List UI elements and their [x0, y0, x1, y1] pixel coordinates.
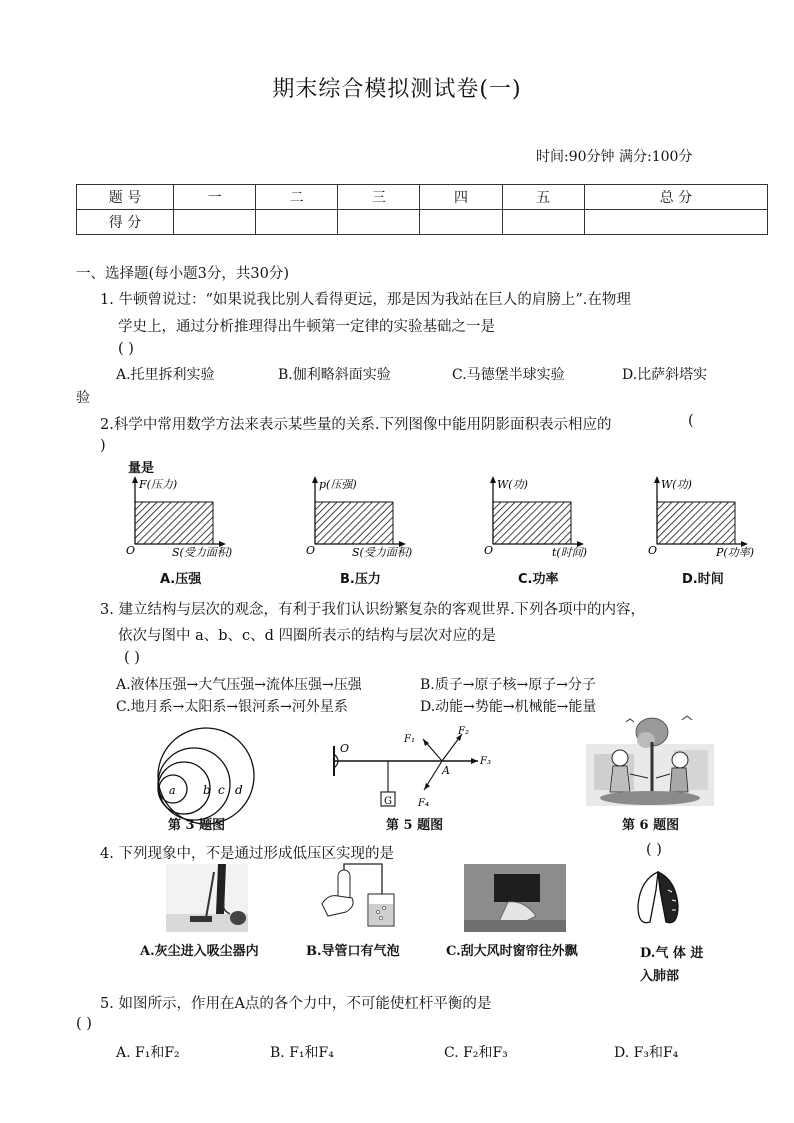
q5-option-b[interactable]: B. F₁和F₄	[270, 1045, 334, 1061]
page-title: 期末综合模拟测试卷(一)	[272, 77, 522, 102]
q4d-lungs-picture	[632, 870, 684, 932]
q5-option-d[interactable]: D. F₃和F₄	[614, 1045, 679, 1061]
lever-label-a: A	[442, 764, 450, 777]
fig6-caption: 第 6 题图	[622, 818, 680, 833]
y-axis-label: W(功)	[661, 478, 692, 491]
q2-stem-line1: 2.科学中常用数学方法来表示某些量的关系.下列图像中能用阴影面积表示相应的	[100, 417, 612, 433]
score-table	[76, 184, 768, 235]
score-header-cell: 一	[174, 185, 256, 210]
q2-paren-close: )	[100, 438, 106, 454]
score-cell[interactable]	[256, 210, 338, 235]
origin-label: O	[126, 544, 136, 557]
y-axis-label: F(压力)	[139, 478, 178, 491]
fig6-kids-planting-illustration	[586, 714, 714, 810]
q5-answer-blank[interactable]: ( )	[76, 1016, 92, 1032]
x-axis-label: S(受力面积)	[352, 546, 413, 559]
q3-option-b[interactable]: B.质子→原子核→原子→分子	[420, 677, 596, 693]
lever-label-f1: F₁	[404, 734, 415, 745]
q3-option-c[interactable]: C.地月系→太阳系→银河系→河外星系	[116, 699, 348, 715]
q2-graph-b	[306, 476, 436, 558]
score-cell[interactable]	[174, 210, 256, 235]
q2-graph-c	[484, 476, 614, 558]
score-cell[interactable]	[502, 210, 584, 235]
exam-meta: 时间:90分钟 满分:100分	[536, 149, 693, 165]
lever-label-f3: F₃	[480, 756, 491, 767]
q3-stem-line1: 3. 建立结构与层次的观念，有利于我们认识纷繁复杂的客观世界.下列各项中的内容，	[100, 602, 646, 618]
q5-option-a[interactable]: A. F₁和F₂	[116, 1045, 180, 1061]
q3-answer-blank[interactable]: ( )	[124, 650, 140, 666]
lever-label-o: O	[340, 742, 350, 755]
q4b-test-tube-bubbles-picture	[316, 864, 396, 932]
q3-option-d[interactable]: D.动能→势能→机械能→能量	[420, 699, 597, 715]
q5-option-c[interactable]: C. F₂和F₃	[444, 1045, 508, 1061]
score-header-cell: 题 号	[77, 185, 174, 210]
shaded-area	[657, 502, 735, 544]
circle-label: a	[169, 784, 176, 797]
q4-option-c[interactable]: C.刮大风时窗帘往外飘	[446, 944, 578, 959]
origin-label: O	[306, 544, 316, 557]
section-heading: 一、选择题(每小题3分，共30分)	[76, 266, 289, 282]
score-table-score-row	[77, 210, 768, 235]
q2-graph-a	[126, 476, 256, 558]
score-header-cell: 三	[338, 185, 420, 210]
q1-stem-line1: 1. 牛顿曾说过：“如果说我比别人看得更远，那是因为我站在巨人的肩膀上”.在物理	[100, 292, 631, 308]
circle-label: b	[203, 783, 211, 797]
q5-stem: 5. 如图所示，作用在A点的各个力中，不可能使杠杆平衡的是	[100, 996, 492, 1012]
q4c-curtain-window-picture	[464, 864, 566, 932]
q1-option-d[interactable]: D.比萨斜塔实	[622, 367, 708, 383]
q1-answer-blank[interactable]: ( )	[118, 341, 134, 357]
origin-label: O	[648, 544, 658, 557]
q1-option-d-continued: 验	[76, 390, 90, 406]
shaded-area	[315, 502, 393, 544]
lever-label-g: G	[384, 796, 392, 807]
q2-option-c[interactable]: C.功率	[518, 572, 559, 587]
q4-stem: 4. 下列现象中，不是通过形成低压区实现的是	[100, 846, 394, 862]
circle-label: c	[218, 783, 225, 797]
origin-label: O	[484, 544, 494, 557]
lever-label-f2: F₂	[458, 726, 469, 737]
y-axis-label: p(压强)	[319, 478, 357, 491]
fig3-caption: 第 3 题图	[168, 818, 226, 833]
fig5-caption: 第 5 题图	[386, 818, 444, 833]
q3-stem-line2: 依次与图中 a、b、c、d 四圈所表示的结构与层次对应的是	[118, 628, 497, 644]
fig3-concentric-circles	[156, 726, 256, 826]
shaded-area	[135, 502, 213, 544]
q4-option-d[interactable]: D.气 体 进	[640, 946, 704, 961]
score-cell[interactable]	[338, 210, 420, 235]
q2-graph-d	[648, 476, 778, 558]
q1-option-a[interactable]: A.托里拆利实验	[116, 367, 215, 383]
shaded-area	[493, 502, 571, 544]
q4-answer-blank[interactable]: ( )	[646, 842, 662, 858]
x-axis-label: P(功率)	[716, 546, 754, 559]
lever-label-f4: F₄	[418, 798, 429, 809]
y-axis-label: W(功)	[497, 478, 528, 491]
score-header-cell: 总 分	[584, 185, 767, 210]
q4-option-d-continued: 入肺部	[640, 969, 680, 984]
q2-option-b[interactable]: B.压力	[340, 572, 381, 587]
x-axis-label: t(时间)	[552, 546, 588, 559]
circle-d	[158, 728, 254, 824]
q2-option-a[interactable]: A.压强	[160, 572, 202, 587]
score-cell[interactable]	[420, 210, 502, 235]
q4-option-b[interactable]: B.导管口有气泡	[306, 944, 400, 959]
q2-stem-lead: 量是	[128, 461, 155, 476]
score-header-cell: 五	[502, 185, 584, 210]
q2-option-d[interactable]: D.时间	[682, 572, 724, 587]
q2-paren-open: (	[688, 413, 694, 429]
q1-stem-line2: 学史上，通过分析推理得出牛顿第一定律的实验基础之一是	[118, 319, 495, 335]
score-table-header-row	[77, 185, 768, 210]
circle-label: d	[235, 783, 243, 797]
fig5-lever-diagram	[330, 724, 500, 816]
q4-option-a[interactable]: A.灰尘进入吸尘器内	[140, 944, 259, 959]
score-cell[interactable]	[584, 210, 767, 235]
q4a-vacuum-cleaner-picture	[166, 864, 248, 932]
score-header-cell: 二	[256, 185, 338, 210]
score-row-label: 得 分	[77, 210, 174, 235]
q1-option-c[interactable]: C.马德堡半球实验	[452, 367, 565, 383]
q1-option-b[interactable]: B.伽利略斜面实验	[278, 367, 391, 383]
q3-option-a[interactable]: A.液体压强→大气压强→流体压强→压强	[116, 677, 362, 693]
score-header-cell: 四	[420, 185, 502, 210]
x-axis-label: S(受力面积)	[172, 546, 233, 559]
